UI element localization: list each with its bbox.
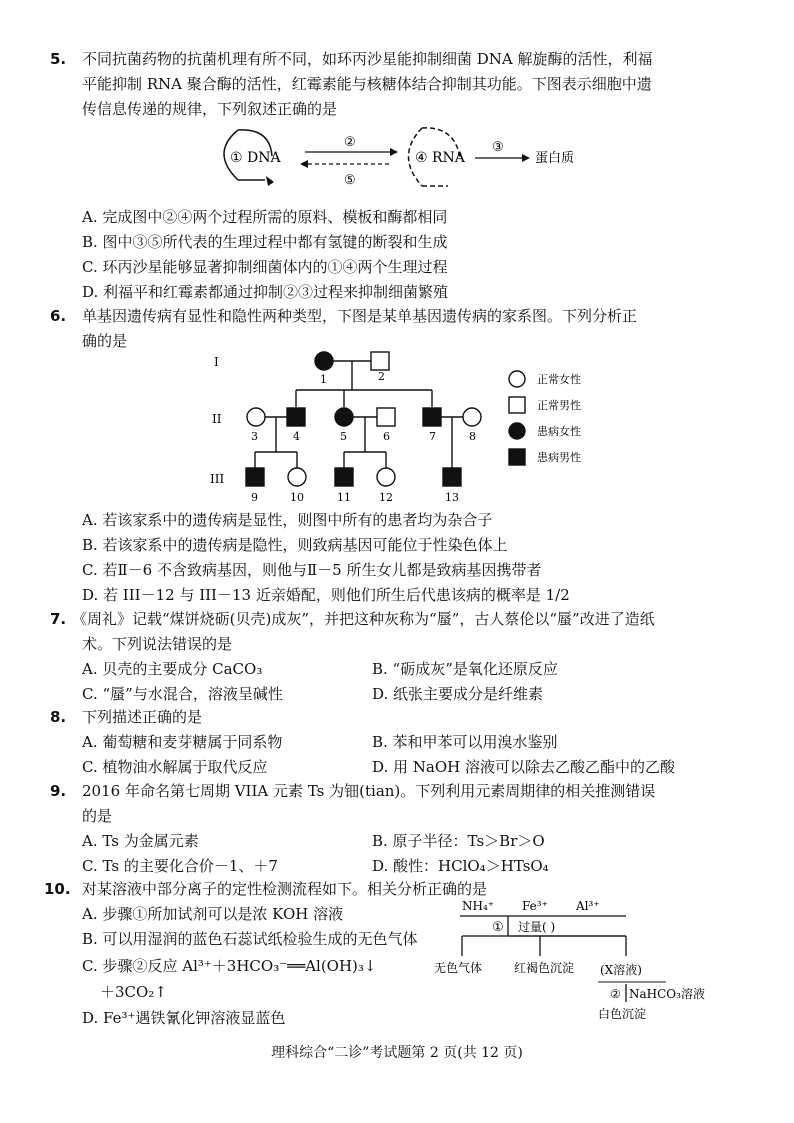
- q9-option-c: C. Ts 的主要化合价－1、＋7: [82, 857, 278, 875]
- flow-nahco3: NaHCO₃溶液: [629, 987, 705, 1001]
- q9-number: 9.: [50, 782, 67, 800]
- q6-option-d: D. 若 III－12 与 III－13 近亲婚配，则他们所生后代患该病的概率是 1/2: [82, 586, 570, 604]
- arrow-5-label: ⑤: [344, 173, 356, 188]
- q5-option-b: B. 图中③⑤所代表的生理过程中都有氢键的断裂和生成: [82, 233, 448, 251]
- q6-stem-line1: 单基因遗传病有显性和隐性两种类型，下图是某单基因遗传病的家系图。下列分析正: [82, 307, 638, 325]
- q5-stem-line3: 传信息传递的规律，下列叙述正确的是: [82, 100, 338, 118]
- q7-number: 7.: [50, 610, 67, 628]
- pedigree-normal-male-6: [377, 408, 395, 426]
- pedigree-id-11: 11: [337, 491, 351, 504]
- q5-option-d: D. 利福平和红霉素都通过抑制②③过程来抑制细菌繁殖: [82, 283, 449, 301]
- flow-x-solution: (X溶液): [600, 963, 642, 977]
- ion-detection-flowchart: [430, 896, 730, 1024]
- pedigree-affected-female-1: [315, 352, 333, 370]
- q7-stem-line2: 术。下列说法错误的是: [82, 635, 233, 653]
- q8-option-d: D. 用 NaOH 溶液可以除去乙酸乙酯中的乙酸: [372, 758, 676, 776]
- pedigree-id-3: 3: [251, 430, 258, 443]
- q10-option-d: D. Fe³⁺遇铁氰化钾溶液显蓝色: [82, 1009, 286, 1027]
- generation-label-ii: II: [212, 412, 222, 426]
- q10-option-c-continued: ＋3CO₂↑: [100, 983, 167, 1001]
- pedigree-affected-female-5: [335, 408, 353, 426]
- q10-option-a: A. 步骤①所加试剂可以是浓 KOH 溶液: [82, 905, 344, 923]
- q5-stem-line2: 平能抑制 RNA 聚合酶的活性，红霉素能与核糖体结合抑制其功能。下图表示细胞中遗: [82, 75, 652, 93]
- pedigree-affected-male-13: [443, 468, 461, 486]
- legend-affected-female-icon: [509, 423, 525, 439]
- q7-option-a: A. 贝壳的主要成分 CaCO₃: [82, 660, 263, 678]
- q5-number: 5.: [50, 50, 67, 68]
- flow-colorless-gas: 无色气体: [434, 961, 483, 975]
- q8-option-c: C. 植物油水解属于取代反应: [82, 758, 268, 776]
- q6-option-a: A. 若该家系中的遗传病是显性，则图中所有的患者均为杂合子: [82, 511, 493, 529]
- q8-stem: 下列描述正确的是: [82, 708, 203, 726]
- genetic-info-flow-diagram: [210, 118, 610, 198]
- pedigree-affected-male-7: [423, 408, 441, 426]
- rna-label: ④ RNA: [415, 150, 465, 166]
- pedigree-id-8: 8: [469, 430, 476, 443]
- q9-option-d: D. 酸性：HClO₄＞HTsO₄: [372, 857, 549, 875]
- pedigree-id-9: 9: [251, 491, 258, 504]
- pedigree-id-6: 6: [383, 430, 390, 443]
- flow-ion-nh4: NH₄⁺: [462, 899, 495, 913]
- q7-option-c: C. “蜃”与水混合，溶液呈碱性: [82, 685, 283, 703]
- q5-option-a: A. 完成图中②④两个过程所需的原料、模板和酶都相同: [82, 208, 448, 226]
- q6-option-c: C. 若Ⅱ－6 不含致病基因，则他与Ⅱ－5 所生女儿都是致病基因携带者: [82, 561, 542, 579]
- pedigree-id-4: 4: [293, 430, 300, 443]
- page-footer: 理科综合“二诊”考试题第 2 页(共 12 页): [271, 1045, 523, 1061]
- legend-affected-male-icon: [509, 449, 525, 465]
- pedigree-affected-male-9: [246, 468, 264, 486]
- generation-label-i: I: [214, 355, 219, 369]
- legend-normal-female-icon: [509, 371, 525, 387]
- q6-option-b: B. 若该家系中的遗传病是隐性，则致病基因可能位于性染色体上: [82, 536, 508, 554]
- flow-excess-reagent: 过量( ): [518, 920, 556, 934]
- flow-red-brown-precipitate: 红褐色沉淀: [514, 961, 575, 975]
- pedigree-id-2: 2: [378, 370, 385, 383]
- arrow-3-label: ③: [492, 140, 504, 155]
- q8-option-a: A. 葡萄糖和麦芽糖属于同系物: [82, 733, 283, 751]
- pedigree-id-13: 13: [445, 491, 459, 504]
- q9-stem-line1: 2016 年命名第七周期 VIIA 元素 Ts 为钿(tian)。下列利用元素周期律的相关推测错误: [82, 782, 656, 800]
- q8-option-b: B. 苯和甲苯可以用溴水鉴别: [372, 733, 558, 751]
- legend-affected-female-label: 患病女性: [537, 425, 581, 438]
- pedigree-normal-female-8: [463, 408, 481, 426]
- flow-ion-al3: Al³⁺: [576, 899, 600, 913]
- q6-stem-line2: 确的是: [82, 332, 128, 350]
- q5-stem-line1: 不同抗菌药物的抗菌机理有所不同，如环丙沙星能抑制细菌 DNA 解旋酶的活性，利福: [82, 50, 653, 68]
- q10-number: 10.: [44, 880, 71, 898]
- pedigree-id-5: 5: [340, 430, 347, 443]
- flow-white-precipitate: 白色沉淀: [598, 1007, 647, 1021]
- q8-number: 8.: [50, 708, 67, 726]
- pedigree-normal-male-2: [371, 352, 389, 370]
- pedigree-normal-female-10: [288, 468, 306, 486]
- q7-option-d: D. 纸张主要成分是纤维素: [372, 685, 544, 703]
- q7-stem-line1: 《周礼》记载“煤饼烧砺(贝壳)成灰”，并把这种灰称为“蜃”，古人蔡伦以“蜃”改进了造纸: [72, 610, 655, 628]
- protein-label: 蛋白质: [535, 151, 575, 166]
- legend-normal-male-label: 正常男性: [537, 399, 581, 412]
- q7-option-b: B. “砺成灰”是氧化还原反应: [372, 660, 558, 678]
- pedigree-affected-male-11: [335, 468, 353, 486]
- flow-ion-fe3: Fe³⁺: [522, 899, 548, 913]
- q9-option-b: B. 原子半径：Ts＞Br＞O: [372, 832, 545, 850]
- legend-normal-female-label: 正常女性: [537, 373, 581, 386]
- pedigree-id-7: 7: [429, 430, 436, 443]
- pedigree-chart: [200, 345, 620, 510]
- arrow-2-label: ②: [344, 135, 356, 150]
- q10-stem: 对某溶液中部分离子的定性检测流程如下。相关分析正确的是: [82, 880, 488, 898]
- pedigree-id-10: 10: [290, 491, 304, 504]
- q9-option-a: A. Ts 为金属元素: [82, 832, 199, 850]
- pedigree-normal-female-12: [377, 468, 395, 486]
- q10-option-b: B. 可以用湿润的蓝色石蕊试纸检验生成的无色气体: [82, 930, 418, 948]
- pedigree-id-12: 12: [379, 491, 393, 504]
- pedigree-normal-female-3: [247, 408, 265, 426]
- generation-label-iii: III: [210, 472, 225, 486]
- flow-step1: ①: [492, 920, 504, 935]
- q10-option-c: C. 步骤②反应 Al³⁺＋3HCO₃⁻══Al(OH)₃↓: [82, 957, 377, 975]
- legend-normal-male-icon: [509, 397, 525, 413]
- flow-step2: ②: [610, 987, 621, 1001]
- legend-affected-male-label: 患病男性: [537, 451, 581, 464]
- q5-option-c: C. 环丙沙星能够显著抑制细菌体内的①④两个生理过程: [82, 258, 448, 276]
- pedigree-affected-male-4: [287, 408, 305, 426]
- q6-number: 6.: [50, 307, 67, 325]
- pedigree-id-1: 1: [320, 373, 327, 386]
- dna-label: ① DNA: [230, 150, 281, 166]
- q9-stem-line2: 的是: [82, 807, 113, 825]
